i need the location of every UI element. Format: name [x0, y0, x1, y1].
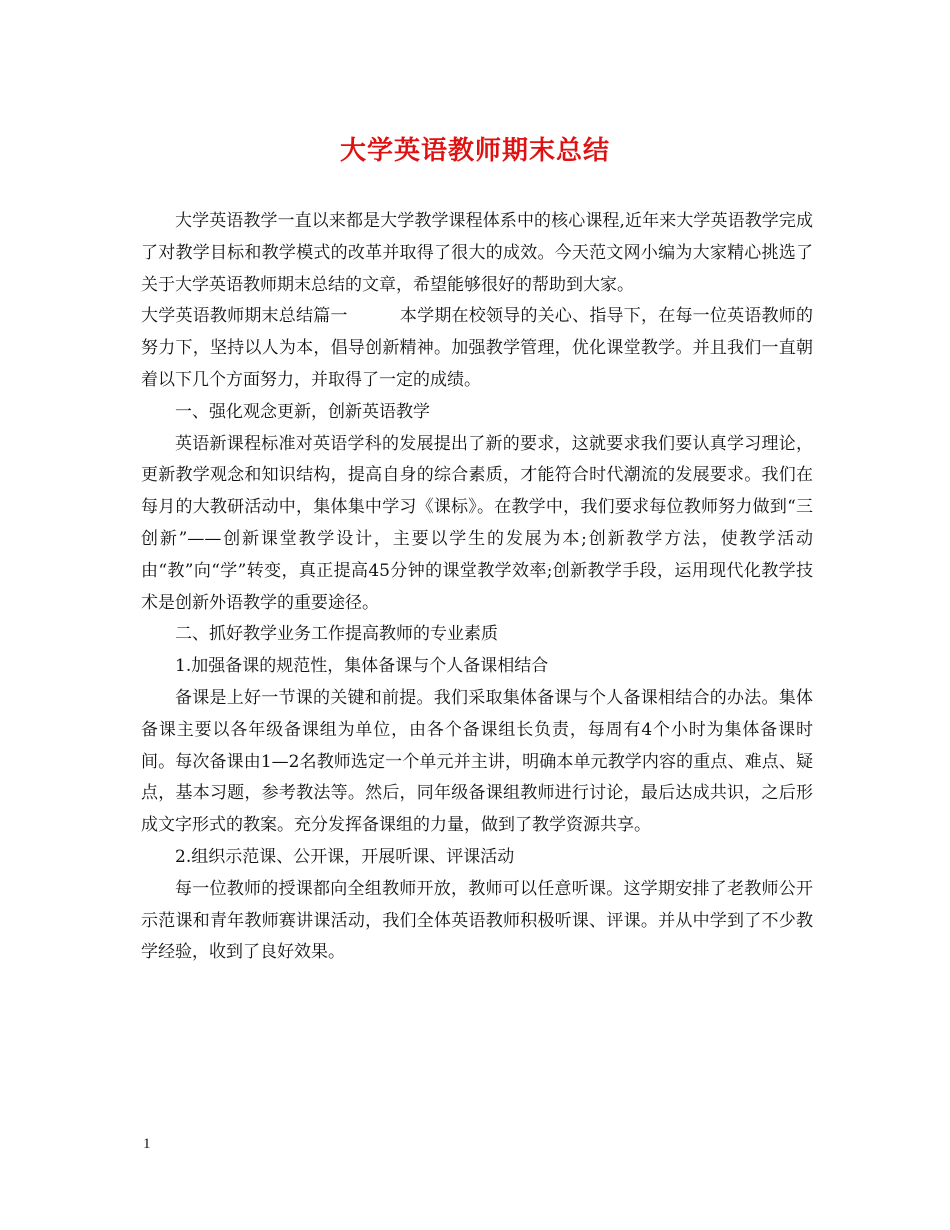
part-intro: 本学期在校领导的关心、指导下，在每一位英语教师的努力下，坚持以人为本，倡导创新精神。加强教学管理，优化课堂教学。并且我们一直朝着以下几个方面努力，并取得了一定的成绩。 [141, 306, 814, 390]
body-paragraph-2: 备课是上好一节课的关键和前提。我们采取集体备课与个人备课相结合的办法。集体备课主要以各年级备课组为单位，由各个备课组长负责，每周有4个小时为集体备课时间。每次备课由1—2名教师选定一个单元并主讲，明确本单元教学内容的重点、难点、疑点，基本习题，参考教法等。然后，同年级备课组教师进行讨论，最后达成共识，之后形成文字形式的教案。充分发挥备课组的力量，做到了教学资源共享。 [141, 687, 813, 836]
page-number: 1 [143, 1136, 151, 1152]
subheading-1: 1.加强备课的规范性，集体备课与个人备课相结合 [175, 656, 549, 677]
section-heading-1: 一、强化观念更新，创新英语教学 [175, 401, 430, 422]
part-label: 大学英语教师期末总结篇一 [141, 306, 348, 327]
intro-paragraph: 大学英语教学一直以来都是大学教学课程体系中的核心课程,近年来大学英语教学完成了对教学目标和教学模式的改革并取得了很大的成效。今天范文网小编为大家精心挑选了关于大学英语教师期末总结的文章，希望能够很好的帮助到大家。 [141, 211, 813, 295]
part-paragraph [141, 301, 813, 396]
document-body [141, 206, 813, 969]
body-paragraph-1: 英语新课程标准对英语学科的发展提出了新的要求，这就要求我们要认真学习理论，更新教学观念和知识结构，提高自身的综合素质，才能符合时代潮流的发展要求。我们在每月的大教研活动中，集体集中学习《课标》。在教学中，我们要求每位教师努力做到“三创新”——创新课堂教学设计，主要以学生的发展为本;创新教学方法，使教学活动由“教”向“学”转变，真正提高45分钟的课堂教学效率;创新教学手段，运用现代化教学技术是创新外语教学的重要途径。 [141, 433, 813, 613]
subheading-2: 2.组织示范课、公开课，开展听课、评课活动 [175, 846, 515, 867]
section-heading-2: 二、抓好教学业务工作提高教师的专业素质 [175, 624, 498, 645]
body-paragraph-3: 每一位教师的授课都向全组教师开放，教师可以任意听课。这学期安排了老教师公开示范课和青年教师赛讲课活动，我们全体英语教师积极听课、评课。并从中学到了不少教学经验，收到了良好效果。 [141, 878, 813, 963]
document-title: 大学英语教师期末总结 [339, 136, 610, 166]
